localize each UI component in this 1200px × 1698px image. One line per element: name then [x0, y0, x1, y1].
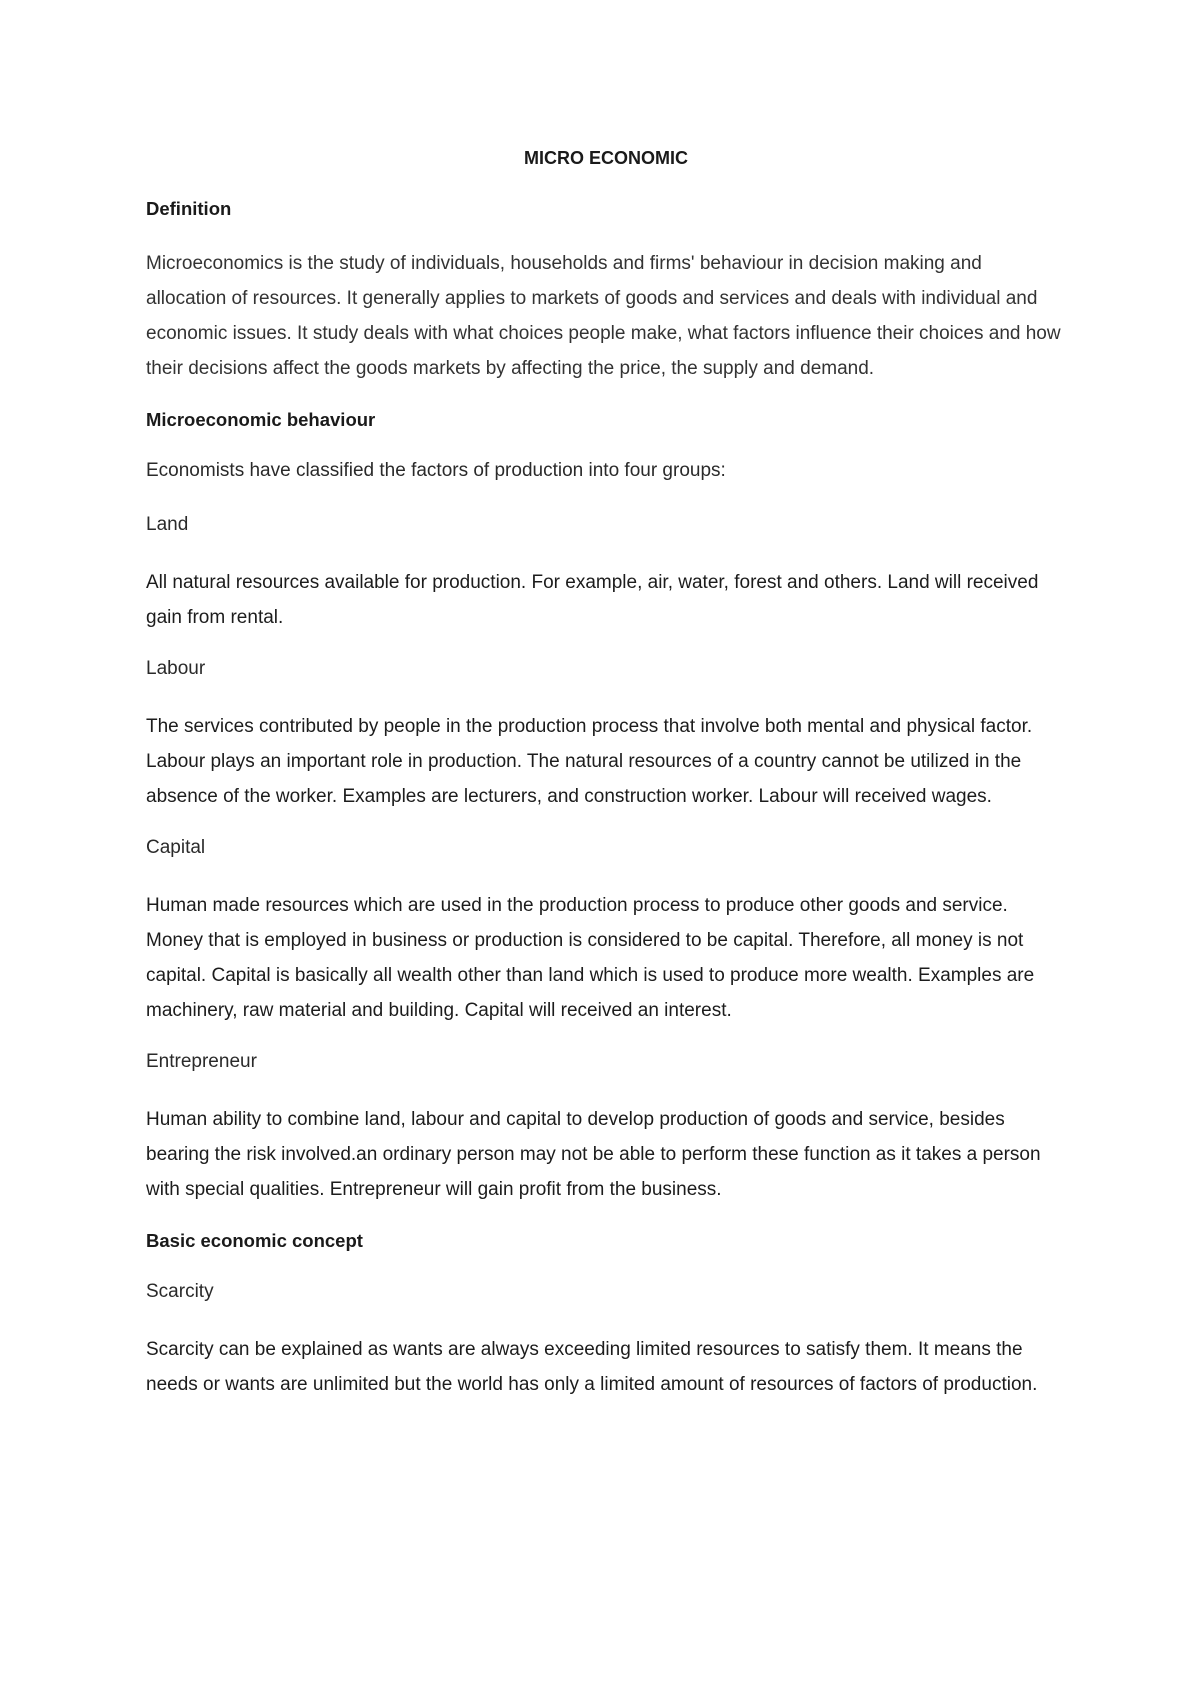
heading-definition: Definition	[146, 198, 232, 219]
paragraph-definition: Microeconomics is the study of individuals, households and firms' behaviour in decision making and allocation of resources. It generally applies to markets of goods and services and deals with individual and economic issues. It study deals with what choices people make, what factors influence their choices and how their decisions affect the goods markets by affecting the price, the supply and demand.	[146, 253, 1061, 379]
heading-microeconomic-behaviour: Microeconomic behaviour	[146, 409, 376, 430]
paragraph-scarcity: Scarcity can be explained as wants are always exceeding limited resources to satisfy them. It means the needs or wants are unlimited but the world has only a limited amount of resources of factors of production.	[146, 1339, 1038, 1395]
paragraph-land: All natural resources available for production. For example, air, water, forest and others. Land will received gain from rental.	[146, 572, 1039, 628]
document-body	[146, 144, 1066, 1422]
paragraph-entrepreneur: Human ability to combine land, labour and capital to develop production of goods and service, besides bearing the risk involved.an ordinary person may not be able to perform these function as it takes a person with special qualities. Entrepreneur will gain profit from the business.	[146, 1109, 1041, 1200]
label-scarcity: Scarcity	[146, 1281, 214, 1302]
label-capital: Capital	[146, 837, 206, 858]
paragraph-behaviour-intro: Economists have classified the factors of production into four groups:	[146, 460, 726, 481]
paragraph-capital: Human made resources which are used in the production process to produce other goods and service. Money that is employed in business or production is considered to be capital. Therefore, all money is not capital. Capital is basically all wealth other than land which is used to produce more wealth. Examples are machinery, raw material and building. Capital will received an interest.	[146, 895, 1035, 1021]
document-title: MICRO ECONOMIC	[524, 148, 688, 168]
label-entrepreneur: Entrepreneur	[146, 1051, 257, 1072]
heading-basic-economic-concept: Basic economic concept	[146, 1230, 363, 1251]
label-land: Land	[146, 514, 189, 535]
paragraph-labour: The services contributed by people in the production process that involve both mental and physical factor. Labour plays an important role in production. The natural resources of a country cannot be utilized in the absence of the worker. Examples are lecturers, and construction worker. Labour will received wages.	[146, 716, 1033, 807]
label-labour: Labour	[146, 658, 206, 679]
